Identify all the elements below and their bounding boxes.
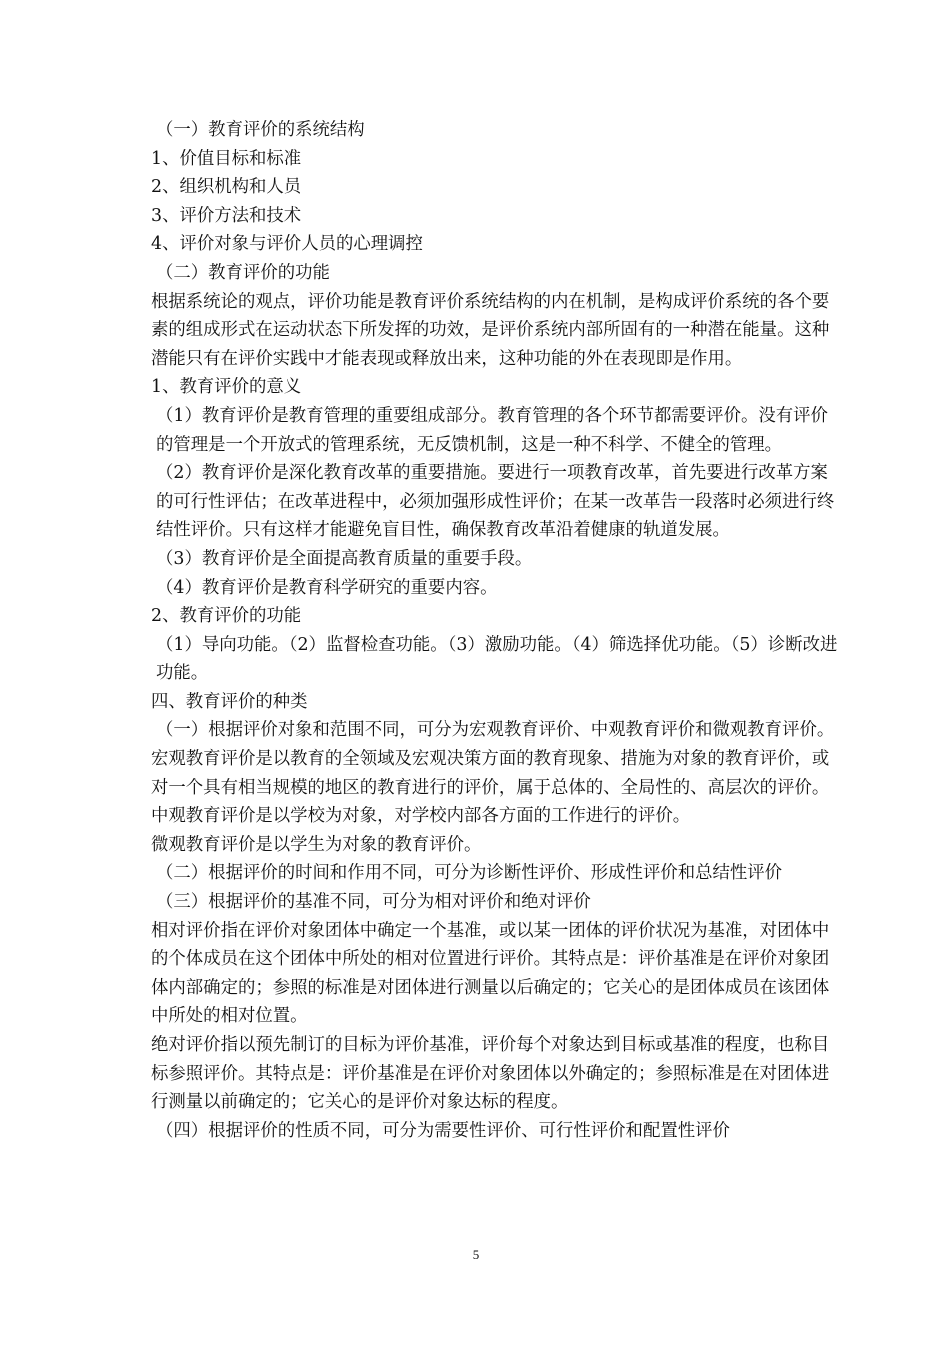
- body-paragraph: （1）教育评价是教育管理的重要组成部分。教育管理的各个环节都需要评价。没有评价的管理是一个开放式的管理系统，无反馈机制，这是一种不科学、不健全的管理。: [156, 405, 828, 455]
- page-body: [116, 116, 840, 1145]
- section-heading-functions: （二）教育评价的功能: [156, 262, 330, 283]
- subsection-heading: 2、教育评价的功能: [151, 606, 302, 627]
- body-paragraph: 微观教育评价是以学生为对象的教育评价。: [151, 834, 482, 855]
- body-paragraph: （二）根据评价的时间和作用不同，可分为诊断性评价、形成性评价和总结性评价: [156, 863, 783, 884]
- body-paragraph: （2）教育评价是深化教育改革的重要措施。要进行一项教育改革，首先要进行改革方案的可行性评估；在改革进程中，必须加强形成性评价；在某一改革告一段落时必须进行终结性评价。只有这样才能避免盲目性，确保教育改革沿着健康的轨道发展。: [156, 463, 835, 541]
- page-number: 5: [472, 1247, 480, 1262]
- body-paragraph: 中观教育评价是以学校为对象，对学校内部各方面的工作进行的评价。: [151, 806, 691, 827]
- body-paragraph: 根据系统论的观点，评价功能是教育评价系统结构的内在机制，是构成评价系统的各个要素的组成形式在运动状态下所发挥的功效，是评价系统内部所固有的一种潜在能量。这种潜能只有在评价实践中才能表现或释放出来，这种功能的外在表现即是作用。: [151, 291, 830, 369]
- body-paragraph: （3）教育评价是全面提高教育质量的重要手段。: [156, 548, 533, 569]
- body-paragraph: （三）根据评价的基准不同，可分为相对评价和绝对评价: [156, 892, 591, 913]
- subsection-heading: 1、教育评价的意义: [151, 377, 302, 398]
- body-paragraph: （1）导向功能。（2）监督检查功能。（3）激励功能。（4）筛选择优功能。（5）诊断改进功能。: [156, 634, 838, 684]
- body-paragraph: （四）根据评价的性质不同，可分为需要性评价、可行性评价和配置性评价: [156, 1120, 730, 1141]
- list-item: 4、评价对象与评价人员的心理调控: [151, 234, 423, 255]
- section-heading-system-structure: （一）教育评价的系统结构: [156, 120, 365, 140]
- body-paragraph: 绝对评价指以预先制订的目标为评价基准，评价每个对象达到目标或基准的程度，也称目标参照评价。其特点是：评价基准是在评价对象团体以外确定的；参照标准是在对团体进行测量以前确定的；它关心的是评价对象达标的程度。: [151, 1035, 830, 1113]
- list-item: 3、评价方法和技术: [151, 205, 302, 226]
- list-item: 2、组织机构和人员: [151, 177, 302, 198]
- list-item: 1、价值目标和标准: [151, 148, 302, 169]
- body-paragraph: 宏观教育评价是以教育的全领域及宏观决策方面的教育现象、措施为对象的教育评价，或对一个具有相当规模的地区的教育进行的评价，属于总体的、全局性的、高层次的评价。: [151, 749, 830, 798]
- section-heading-types: 四、教育评价的种类: [151, 691, 308, 712]
- body-paragraph: （一）根据评价对象和范围不同，可分为宏观教育评价、中观教育评价和微观教育评价。: [156, 720, 835, 741]
- body-paragraph: 相对评价指在评价对象团体中确定一个基准，或以某一团体的评价状况为基准，对团体中的个体成员在这个团体中所处的相对位置进行评价。其特点是：评价基准是在评价对象团体内部确定的；参照的标准是对团体进行测量以后确定的；它关心的是团体成员在该团体中所处的相对位置。: [151, 920, 830, 1027]
- body-paragraph: （4）教育评价是教育科学研究的重要内容。: [156, 577, 498, 598]
